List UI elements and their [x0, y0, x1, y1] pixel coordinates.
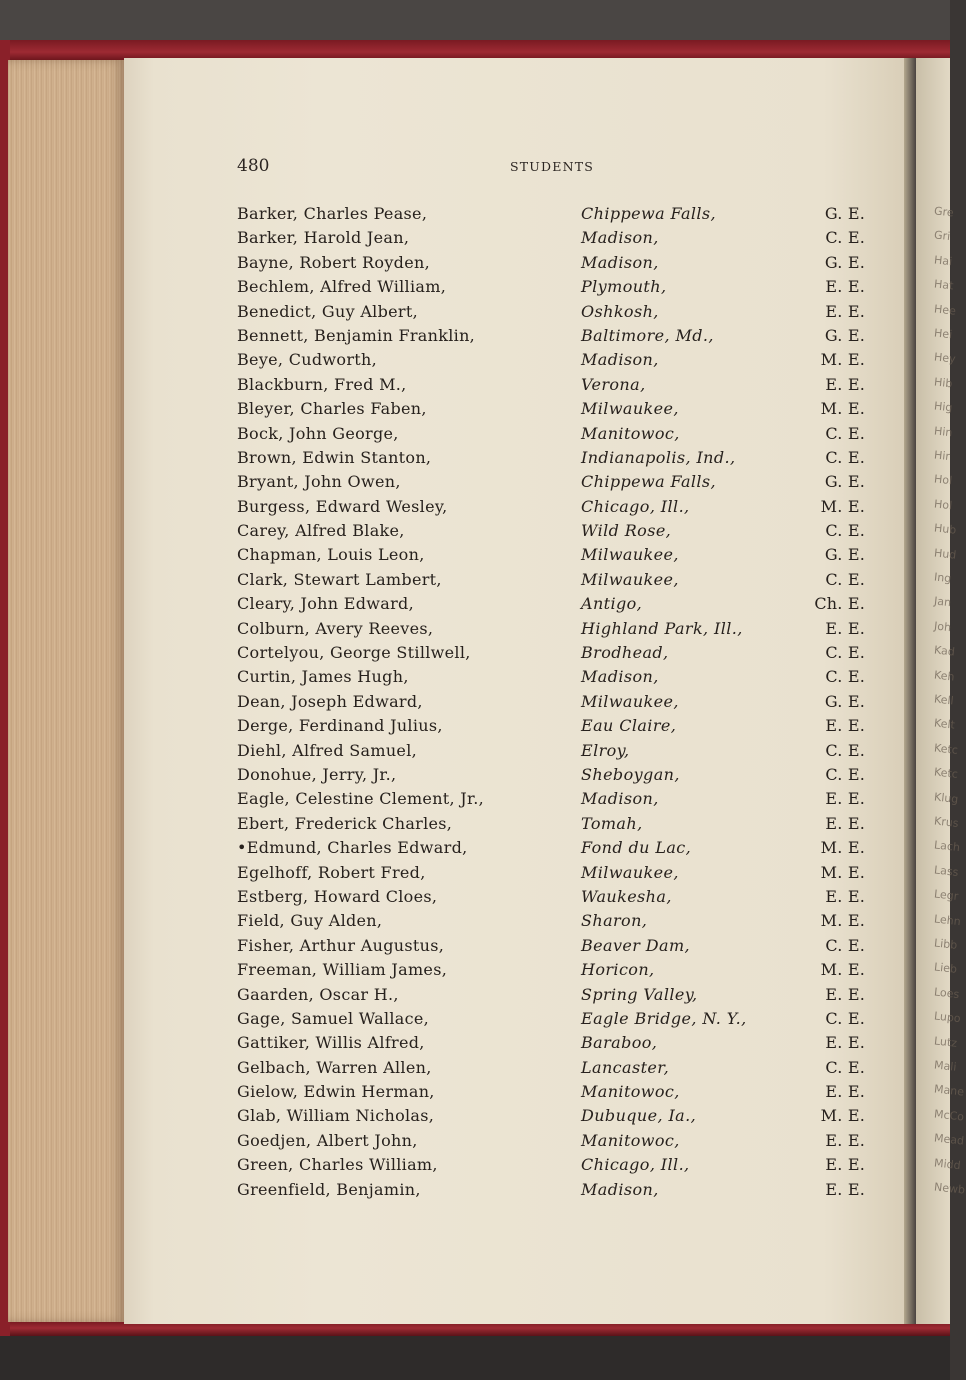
student-course: M. E.	[820, 350, 865, 370]
student-name: Bennett, Benjamin Franklin,	[237, 325, 476, 345]
student-town: Chippewa Falls,	[581, 472, 717, 492]
roster-row	[237, 934, 877, 958]
student-course: C. E.	[825, 740, 865, 760]
student-town: Madison,	[581, 350, 659, 370]
student-course: G. E.	[824, 204, 865, 223]
student-town: Indianapolis, Ind.,	[581, 447, 736, 467]
roster-row	[237, 1056, 877, 1080]
facing-page-fragment: Gre	[933, 204, 955, 220]
student-name: Gelbach, Warren Allen,	[237, 1057, 432, 1077]
page-block-edges	[8, 60, 124, 1322]
facing-page-fragment: Keh	[933, 668, 956, 684]
roster-row	[237, 543, 877, 567]
student-town: Brodhead,	[581, 643, 669, 663]
facing-page-fragment: Hey	[933, 350, 957, 367]
student-town: Madison,	[581, 1179, 659, 1199]
roster-row	[237, 202, 877, 226]
facing-page-fragment: Mane	[933, 1082, 965, 1099]
roster-row	[237, 300, 877, 324]
student-name: Cleary, John Edward,	[237, 594, 414, 614]
student-name: Gattiker, Willis Alfred,	[237, 1033, 425, 1053]
roster-row	[237, 690, 877, 714]
student-course: E. E.	[825, 1130, 865, 1150]
student-course: C. E.	[825, 1057, 865, 1077]
student-town: Verona,	[581, 374, 646, 394]
roster-row	[237, 909, 877, 933]
roster-row	[237, 495, 877, 519]
student-course: E. E.	[825, 1082, 865, 1102]
student-town: Sheboygan,	[581, 764, 680, 784]
facing-page-fragment: Hol	[933, 472, 953, 488]
student-course: E. E.	[825, 1155, 865, 1175]
book-gutter	[904, 58, 916, 1324]
student-course: C. E.	[825, 569, 865, 589]
student-course: G. E.	[824, 545, 865, 565]
facing-page-fragment: Hee	[933, 302, 957, 318]
student-name: Colburn, Avery Reeves,	[237, 618, 434, 638]
roster-row	[237, 226, 877, 250]
student-name: Green, Charles William,	[237, 1155, 438, 1175]
student-town: Baltimore, Md.,	[581, 325, 714, 345]
roster-row	[237, 739, 877, 763]
student-town: Milwaukee,	[581, 545, 679, 565]
student-name: Freeman, William James,	[237, 960, 448, 980]
roster-row	[237, 665, 877, 689]
student-name: Diehl, Alfred Samuel,	[237, 740, 417, 760]
facing-page-fragment: Joh	[933, 619, 952, 634]
student-name: •Edmund, Charles Edward,	[237, 838, 468, 858]
facing-page-fragment: Kell	[933, 692, 955, 708]
student-town: Dubuque, Ia.,	[581, 1106, 697, 1126]
student-course: Ch. E.	[814, 594, 865, 614]
roster-row	[237, 885, 877, 909]
student-course: E. E.	[825, 789, 865, 809]
roster-row	[237, 470, 877, 494]
facing-page-fragment: Legr	[933, 887, 959, 904]
roster-row	[237, 373, 877, 397]
running-head: STUDENTS	[510, 159, 595, 174]
student-name: Chapman, Louis Leon,	[237, 545, 425, 565]
roster-row	[237, 446, 877, 470]
student-town: Tomah,	[581, 813, 643, 833]
background-top	[0, 0, 950, 44]
student-town: Manitowoc,	[581, 1082, 680, 1102]
student-name: Bechlem, Alfred William,	[237, 277, 447, 297]
student-town: Highland Park, Ill.,	[581, 618, 743, 638]
roster-row	[237, 1129, 877, 1153]
student-name: Bock, John George,	[237, 423, 399, 443]
student-town: Madison,	[581, 228, 659, 248]
student-name: Barker, Charles Pease,	[237, 204, 428, 223]
student-name: Bryant, John Owen,	[237, 472, 401, 492]
student-course: G. E.	[824, 472, 865, 492]
student-town: Manitowoc,	[581, 1130, 680, 1150]
facing-page-fragment: Lupo	[933, 1009, 962, 1026]
student-town: Beaver Dam,	[581, 935, 691, 955]
student-town: Baraboo,	[581, 1033, 658, 1053]
student-town: Chippewa Falls,	[581, 204, 717, 223]
student-name: Carey, Alfred Blake,	[237, 521, 405, 541]
roster-row	[237, 519, 877, 543]
student-town: Horicon,	[581, 960, 655, 980]
student-course: E. E.	[825, 984, 865, 1004]
facing-page-fragment: Lach	[933, 838, 961, 855]
student-town: Madison,	[581, 789, 659, 809]
student-course: M. E.	[820, 1106, 865, 1126]
facing-page-fragment: Libb	[933, 936, 958, 952]
student-name: Ebert, Frederick Charles,	[237, 813, 453, 833]
student-course: M. E.	[820, 911, 865, 931]
facing-page-fragment: Ketc	[933, 765, 959, 782]
student-course: E. E.	[825, 618, 865, 638]
student-course: C. E.	[825, 447, 865, 467]
facing-page-fragment: Kelt	[933, 716, 956, 732]
facing-page-fragment: Hei	[933, 326, 953, 342]
student-name: Brown, Edwin Stanton,	[237, 447, 432, 467]
student-course: C. E.	[825, 667, 865, 687]
roster-row	[237, 617, 877, 641]
student-town: Eagle Bridge, N. Y.,	[581, 1008, 747, 1028]
facing-page-fragment: Krus	[933, 814, 960, 830]
roster-row	[237, 1104, 877, 1128]
student-town: Madison,	[581, 667, 659, 687]
student-name: Gage, Samuel Wallace,	[237, 1008, 430, 1028]
student-name: Glab, William Nicholas,	[237, 1106, 435, 1126]
roster-row	[237, 1153, 877, 1177]
student-name: Estberg, Howard Cloes,	[237, 886, 438, 906]
roster-row	[237, 568, 877, 592]
student-name: Egelhoff, Robert Fred,	[237, 862, 426, 882]
facing-page-fragment: Hol	[933, 497, 953, 513]
student-town: Madison,	[581, 252, 659, 272]
student-town: Milwaukee,	[581, 691, 679, 711]
page-header	[237, 156, 867, 178]
roster-row	[237, 787, 877, 811]
student-town: Chicago, Ill.,	[581, 1155, 690, 1175]
roster-row	[237, 861, 877, 885]
facing-page-fragment: Mali	[933, 1058, 958, 1074]
facing-page-fragment: Ketc	[933, 741, 959, 757]
student-course: E. E.	[825, 1033, 865, 1053]
facing-page-fragment: Hig	[933, 399, 954, 415]
student-course: M. E.	[820, 496, 865, 516]
roster-row	[237, 592, 877, 616]
facing-page-edge	[916, 58, 966, 1324]
student-course: C. E.	[825, 228, 865, 248]
student-name: Field, Guy Alden,	[237, 911, 383, 931]
student-course: E. E.	[825, 374, 865, 394]
student-course: M. E.	[820, 960, 865, 980]
student-course: M. E.	[820, 862, 865, 882]
student-course: C. E.	[825, 764, 865, 784]
facing-page-fragment: Lehn	[933, 912, 962, 928]
student-town: Elroy,	[581, 740, 630, 760]
roster-row	[237, 251, 877, 275]
facing-page-fragment: Hir	[933, 448, 951, 464]
student-town: Antigo,	[581, 594, 643, 614]
facing-page-fragment: Mead	[933, 1131, 965, 1148]
student-name: Curtin, James Hugh,	[237, 667, 409, 687]
page-number: 480	[237, 156, 270, 176]
roster-row	[237, 275, 877, 299]
student-town: Milwaukee,	[581, 399, 679, 419]
student-name: Cortelyou, George Stillwell,	[237, 643, 471, 663]
roster-row	[237, 1080, 877, 1104]
student-town: Waukesha,	[581, 886, 672, 906]
student-course: G. E.	[824, 325, 865, 345]
student-town: Oshkosh,	[581, 301, 659, 321]
roster-row	[237, 422, 877, 446]
student-course: E. E.	[825, 301, 865, 321]
student-town: Fond du Lac,	[581, 838, 692, 858]
student-course: E. E.	[825, 277, 865, 297]
student-name: Blackburn, Fred M.,	[237, 374, 407, 394]
student-name: Gielow, Edwin Herman,	[237, 1082, 435, 1102]
facing-page-fragment: Lass	[933, 863, 960, 879]
student-name: Derge, Ferdinand Julius,	[237, 716, 443, 736]
student-name: Fisher, Arthur Augustus,	[237, 935, 445, 955]
student-course: C. E.	[825, 521, 865, 541]
facing-page-fragment: Gri	[933, 228, 951, 244]
student-course: G. E.	[824, 691, 865, 711]
student-course: E. E.	[825, 716, 865, 736]
student-town: Milwaukee,	[581, 862, 679, 882]
student-town: Wild Rose,	[581, 521, 672, 541]
student-name: Barker, Harold Jean,	[237, 228, 410, 248]
roster-row	[237, 641, 877, 665]
facing-page-fragment: Lieb	[933, 960, 958, 977]
facing-page-fragment: Hin	[933, 424, 954, 439]
student-town: Lancaster,	[581, 1057, 670, 1077]
student-name: Greenfield, Benjamin,	[237, 1179, 421, 1199]
roster-row	[237, 983, 877, 1007]
roster-row	[237, 836, 877, 860]
facing-page-fragment: Hib	[933, 375, 954, 391]
roster-row	[237, 1031, 877, 1055]
background-bottom	[0, 1336, 950, 1380]
student-course: M. E.	[820, 399, 865, 419]
facing-page-fragment: Ing	[933, 570, 952, 586]
student-name: Bayne, Robert Royden,	[237, 252, 430, 272]
roster-row	[237, 348, 877, 372]
student-course: G. E.	[824, 252, 865, 272]
roster-row	[237, 763, 877, 787]
roster-row	[237, 397, 877, 421]
student-town: Manitowoc,	[581, 423, 680, 443]
student-name: Donohue, Jerry, Jr.,	[237, 764, 397, 784]
student-course: E. E.	[825, 886, 865, 906]
student-town: Plymouth,	[581, 277, 667, 297]
facing-page-fragment: Kad	[933, 643, 956, 659]
student-town: Chicago, Ill.,	[581, 496, 690, 516]
student-name: Bleyer, Charles Faben,	[237, 399, 427, 419]
student-name: Benedict, Guy Albert,	[237, 301, 418, 321]
facing-page-fragment: Klug	[933, 790, 959, 806]
student-name: Burgess, Edward Wesley,	[237, 496, 448, 516]
roster-row	[237, 1178, 877, 1202]
roster-row	[237, 958, 877, 982]
student-course: E. E.	[825, 813, 865, 833]
student-course: E. E.	[825, 1179, 865, 1199]
facing-page-fragment: McCo	[933, 1107, 965, 1124]
student-town: Eau Claire,	[581, 716, 677, 736]
facing-page-fragment: Hub	[933, 521, 957, 537]
student-town: Sharon,	[581, 911, 648, 931]
student-town: Milwaukee,	[581, 569, 679, 589]
student-roster	[237, 202, 877, 1202]
student-course: C. E.	[825, 423, 865, 443]
facing-page-fragment: Hud	[933, 546, 957, 562]
book-cover-top-edge	[0, 40, 950, 60]
student-course: C. E.	[825, 643, 865, 663]
student-course: M. E.	[820, 838, 865, 858]
facing-page-fragment: Jan	[933, 594, 952, 610]
student-name: Dean, Joseph Edward,	[237, 691, 423, 711]
facing-page-fragment: Lutz	[933, 1034, 958, 1050]
facing-page-fragment: Loes	[933, 985, 960, 1001]
facing-page-fragment: Hat	[933, 277, 955, 293]
student-name: Gaarden, Oscar H.,	[237, 984, 399, 1004]
student-course: C. E.	[825, 935, 865, 955]
facing-page-fragment: Midd	[933, 1156, 962, 1172]
student-name: Eagle, Celestine Clement, Jr.,	[237, 789, 484, 809]
roster-row	[237, 1007, 877, 1031]
student-town: Spring Valley,	[581, 984, 698, 1004]
facing-page-fragment: Newb	[933, 1180, 966, 1197]
student-course: C. E.	[825, 1008, 865, 1028]
roster-row	[237, 812, 877, 836]
student-name: Goedjen, Albert John,	[237, 1130, 418, 1150]
roster-row	[237, 714, 877, 738]
student-name: Clark, Stewart Lambert,	[237, 569, 442, 589]
student-name: Beye, Cudworth,	[237, 350, 377, 370]
roster-row	[237, 324, 877, 348]
facing-page-fragment: Hai	[933, 253, 953, 269]
